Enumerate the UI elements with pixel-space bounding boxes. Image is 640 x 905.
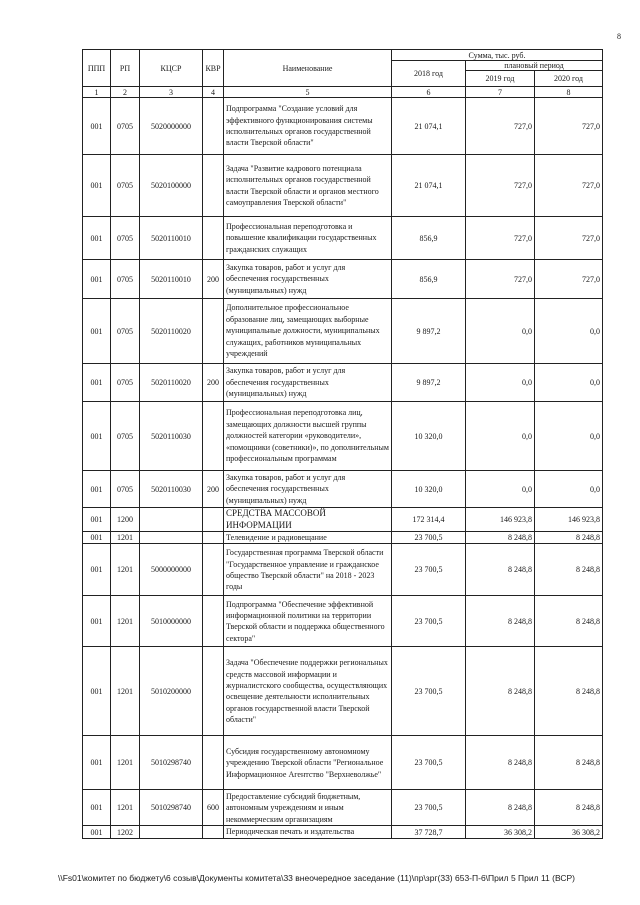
cell-2020: 727,0 (535, 260, 603, 299)
table-row (83, 790, 603, 826)
cell-ppp: 001 (83, 364, 111, 402)
cell-ppp: 001 (83, 508, 111, 532)
cell-2019: 0,0 (466, 471, 535, 508)
cell-2020: 36 308,2 (535, 826, 603, 838)
cell-2018: 23 700,5 (392, 736, 466, 790)
table-row (83, 596, 603, 647)
cell-name: Закупка товаров, работ и услуг для обеспечения государственных (муниципальных) нужд (224, 471, 392, 508)
cell-name: Закупка товаров, работ и услуг для обеспечения государственных (муниципальных) нужд (224, 364, 392, 402)
cell-2018: 10 320,0 (392, 402, 466, 471)
cell-2019: 8 248,8 (466, 647, 535, 736)
cell-kcsr (140, 532, 203, 544)
cell-kvr (203, 736, 224, 790)
cell-name: Задача "Развитие кадрового потенциала исполнительных органов государственной власти Тверской области и органов местного самоуправления Тверской области" (224, 155, 392, 217)
cell-name: СРЕДСТВА МАССОВОЙ ИНФОРМАЦИИ (224, 508, 392, 532)
cell-rp: 1201 (111, 596, 140, 647)
cell-kcsr: 5020110010 (140, 260, 203, 299)
cell-ppp: 001 (83, 471, 111, 508)
column-number: 6 (392, 87, 466, 98)
cell-2018: 856,9 (392, 260, 466, 299)
column-number: 4 (203, 87, 224, 98)
cell-rp: 1201 (111, 790, 140, 826)
table-row (83, 364, 603, 402)
cell-ppp: 001 (83, 544, 111, 596)
cell-name: Субсидия государственному автономному учреждению Тверской области "Региональное Информационное Агентство "Верхневолжье" (224, 736, 392, 790)
header-name: Наименование (224, 50, 392, 87)
cell-ppp: 001 (83, 647, 111, 736)
header-year-2020: 2020 год (535, 71, 603, 87)
column-number: 8 (535, 87, 603, 98)
cell-2019: 727,0 (466, 217, 535, 260)
cell-kcsr: 5020110020 (140, 299, 203, 364)
cell-kvr: 600 (203, 790, 224, 826)
budget-table (82, 49, 603, 839)
cell-2019: 727,0 (466, 98, 535, 155)
table-row (83, 155, 603, 217)
cell-2019: 0,0 (466, 364, 535, 402)
cell-kvr (203, 299, 224, 364)
cell-2020: 727,0 (535, 98, 603, 155)
cell-kvr (203, 532, 224, 544)
cell-2018: 23 700,5 (392, 596, 466, 647)
cell-2019: 8 248,8 (466, 790, 535, 826)
cell-ppp: 001 (83, 155, 111, 217)
cell-2018: 23 700,5 (392, 544, 466, 596)
cell-kcsr (140, 508, 203, 532)
cell-kvr (203, 217, 224, 260)
cell-name: Профессиональная переподготовка лиц, замещающих должности высшей группы должностей категории «руководители», «помощники (советники)», по дополнительным профессиональным программам (224, 402, 392, 471)
table-row (83, 402, 603, 471)
cell-kcsr: 5010200000 (140, 647, 203, 736)
cell-2018: 10 320,0 (392, 471, 466, 508)
cell-ppp: 001 (83, 596, 111, 647)
cell-name: Дополнительное профессиональное образование лиц, замещающих выборные муниципальные должности, муниципальных служащих, работников муниципальных учреждений (224, 299, 392, 364)
cell-kvr (203, 596, 224, 647)
cell-2019: 8 248,8 (466, 544, 535, 596)
cell-2018: 23 700,5 (392, 790, 466, 826)
cell-name: Предоставление субсидий бюджетным, автономным учреждениям и иным некоммерческим организациям (224, 790, 392, 826)
cell-kcsr: 5020000000 (140, 98, 203, 155)
cell-name: Периодическая печать и издательства (224, 826, 392, 838)
cell-kcsr: 5020100000 (140, 155, 203, 217)
cell-2019: 727,0 (466, 155, 535, 217)
cell-2018: 9 897,2 (392, 364, 466, 402)
cell-2020: 727,0 (535, 217, 603, 260)
table-row (83, 736, 603, 790)
cell-2020: 8 248,8 (535, 596, 603, 647)
cell-rp: 1201 (111, 532, 140, 544)
header-sum: Сумма, тыс. руб. (392, 50, 603, 61)
cell-ppp: 001 (83, 299, 111, 364)
cell-2020: 0,0 (535, 364, 603, 402)
cell-rp: 1200 (111, 508, 140, 532)
cell-ppp: 001 (83, 736, 111, 790)
cell-2019: 8 248,8 (466, 596, 535, 647)
header-plan-period: плановый период (466, 61, 603, 71)
cell-2019: 36 308,2 (466, 826, 535, 838)
cell-rp: 0705 (111, 299, 140, 364)
cell-2020: 8 248,8 (535, 532, 603, 544)
cell-kcsr: 5010000000 (140, 596, 203, 647)
cell-rp: 0705 (111, 155, 140, 217)
column-numbers-row (83, 87, 603, 98)
cell-rp: 0705 (111, 98, 140, 155)
cell-rp: 0705 (111, 364, 140, 402)
table-row (83, 544, 603, 596)
cell-2019: 146 923,8 (466, 508, 535, 532)
cell-2018: 21 074,1 (392, 155, 466, 217)
cell-2020: 8 248,8 (535, 647, 603, 736)
table-row (83, 260, 603, 299)
cell-ppp: 001 (83, 402, 111, 471)
header-kcsr: КЦСР (140, 50, 203, 87)
cell-name: Телевидение и радиовещание (224, 532, 392, 544)
cell-ppp: 001 (83, 532, 111, 544)
cell-name: Государственная программа Тверской области "Государственное управление и гражданское общество Тверской области" на 2018 - 2023 годы (224, 544, 392, 596)
table-row (83, 647, 603, 736)
header-year-2019: 2019 год (466, 71, 535, 87)
cell-rp: 1201 (111, 736, 140, 790)
cell-ppp: 001 (83, 826, 111, 838)
cell-2020: 727,0 (535, 155, 603, 217)
cell-name: Подпрограмма "Обеспечение эффективной информационной политики на территории Тверской области и поддержка общественного сектора" (224, 596, 392, 647)
cell-rp: 0705 (111, 260, 140, 299)
cell-kcsr: 5020110010 (140, 217, 203, 260)
cell-ppp: 001 (83, 98, 111, 155)
table-row (83, 299, 603, 364)
cell-2020: 8 248,8 (535, 790, 603, 826)
column-number: 7 (466, 87, 535, 98)
cell-2019: 8 248,8 (466, 736, 535, 790)
cell-rp: 1201 (111, 647, 140, 736)
table-row (83, 217, 603, 260)
column-number: 1 (83, 87, 111, 98)
cell-2020: 8 248,8 (535, 736, 603, 790)
cell-name: Профессиональная переподготовка и повышение квалификации государственных гражданских служащих (224, 217, 392, 260)
header-rp: РП (111, 50, 140, 87)
cell-kvr (203, 155, 224, 217)
table-row (83, 826, 603, 838)
table-row (83, 532, 603, 544)
cell-name: Подпрограмма "Создание условий для эффективного функционирования системы исполнительных органов государственной власти Тверской области" (224, 98, 392, 155)
cell-2020: 146 923,8 (535, 508, 603, 532)
column-number: 5 (224, 87, 392, 98)
cell-name: Закупка товаров, работ и услуг для обеспечения государственных (муниципальных) нужд (224, 260, 392, 299)
cell-2020: 0,0 (535, 402, 603, 471)
cell-2018: 37 728,7 (392, 826, 466, 838)
cell-2020: 0,0 (535, 299, 603, 364)
cell-ppp: 001 (83, 790, 111, 826)
table-row (83, 471, 603, 508)
header-ppp: ППП (83, 50, 111, 87)
cell-ppp: 001 (83, 260, 111, 299)
cell-kvr (203, 402, 224, 471)
column-number: 2 (111, 87, 140, 98)
column-number: 3 (140, 87, 203, 98)
cell-2018: 23 700,5 (392, 532, 466, 544)
cell-kvr (203, 544, 224, 596)
cell-rp: 0705 (111, 217, 140, 260)
cell-kvr (203, 647, 224, 736)
cell-kcsr: 5020110020 (140, 364, 203, 402)
header-kvr: КВР (203, 50, 224, 87)
cell-2018: 172 314,4 (392, 508, 466, 532)
cell-rp: 1201 (111, 544, 140, 596)
cell-kcsr: 5020110030 (140, 402, 203, 471)
cell-kvr (203, 98, 224, 155)
cell-2019: 8 248,8 (466, 532, 535, 544)
cell-2020: 8 248,8 (535, 544, 603, 596)
cell-name: Задача "Обеспечение поддержки региональных средств массовой информации и журналистского сообщества, осуществляющих освещение деятельности исполнительных органов государственной власти Тверской области" (224, 647, 392, 736)
cell-kvr (203, 826, 224, 838)
cell-2018: 856,9 (392, 217, 466, 260)
cell-kcsr: 5020110030 (140, 471, 203, 508)
cell-kcsr: 5010298740 (140, 736, 203, 790)
cell-kvr: 200 (203, 471, 224, 508)
cell-kcsr (140, 826, 203, 838)
cell-kcsr: 5010298740 (140, 790, 203, 826)
cell-kvr: 200 (203, 364, 224, 402)
table-row (83, 508, 603, 532)
cell-rp: 0705 (111, 471, 140, 508)
table-row (83, 98, 603, 155)
cell-2020: 0,0 (535, 471, 603, 508)
cell-2019: 0,0 (466, 402, 535, 471)
file-path-footer: \\Fs01\комитет по бюджету\6 созыв\Документы комитета\33 внеочередное заседание (11)\пр\зрг(33) 653-П-6\Прил 5 Прил 11 (ВСР) (58, 873, 575, 883)
cell-2019: 0,0 (466, 299, 535, 364)
header-year-2018: 2018 год (392, 61, 466, 87)
cell-kvr: 200 (203, 260, 224, 299)
page-number: 8 (617, 32, 621, 41)
cell-2018: 21 074,1 (392, 98, 466, 155)
cell-2018: 23 700,5 (392, 647, 466, 736)
cell-2018: 9 897,2 (392, 299, 466, 364)
cell-ppp: 001 (83, 217, 111, 260)
cell-2019: 727,0 (466, 260, 535, 299)
cell-rp: 0705 (111, 402, 140, 471)
cell-kcsr: 5000000000 (140, 544, 203, 596)
cell-kvr (203, 508, 224, 532)
cell-rp: 1202 (111, 826, 140, 838)
